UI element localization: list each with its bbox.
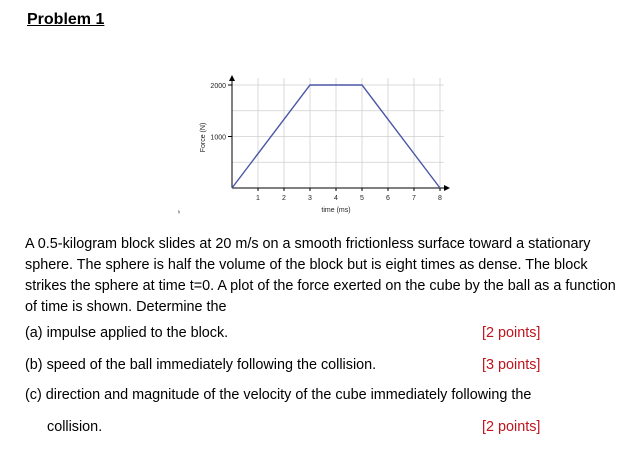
- problem-paragraph: A 0.5-kilogram block slides at 20 m/s on a smooth frictionless surface toward a stationary sphere. The sphere is half the volume of the block but is eight times as dense. The block strikes the sphere at time t=0. A plot of the force exerted on the cube by the ball as a function of time is shown. Determine the: [25, 236, 616, 315]
- question-b-points: [3 points]: [482, 357, 541, 373]
- question-a: (a) impulse applied to the block.: [25, 325, 229, 341]
- x-tick-label: 4: [334, 195, 338, 202]
- x-tick-label: 5: [360, 195, 364, 202]
- corner-mark: ʰ: [178, 211, 181, 217]
- question-c-points: [2 points]: [482, 419, 541, 435]
- x-axis-arrow: [444, 185, 450, 191]
- x-tick-label: 7: [412, 195, 416, 202]
- question-c-continued: collision.: [47, 419, 103, 435]
- x-axis-label: time (ms): [321, 207, 351, 214]
- x-tick-label: 1: [256, 195, 260, 202]
- question-c: (c) direction and magnitude of the velocity of the cube immediately following the: [25, 387, 532, 403]
- y-tick-label: 2000: [210, 83, 226, 90]
- question-a-points: [2 points]: [482, 325, 541, 341]
- x-tick-label: 6: [386, 195, 390, 202]
- y-axis-label: Force (N): [200, 122, 207, 153]
- x-tick-label: 3: [308, 195, 312, 202]
- problem-title: Problem 1: [27, 11, 105, 28]
- x-tick-label: 8: [438, 195, 442, 202]
- x-tick-label: 2: [282, 195, 286, 202]
- y-tick-label: 1000: [210, 134, 226, 142]
- question-b: (b) speed of the ball immediately following the collision.: [25, 357, 377, 373]
- y-axis-arrow: [229, 75, 235, 81]
